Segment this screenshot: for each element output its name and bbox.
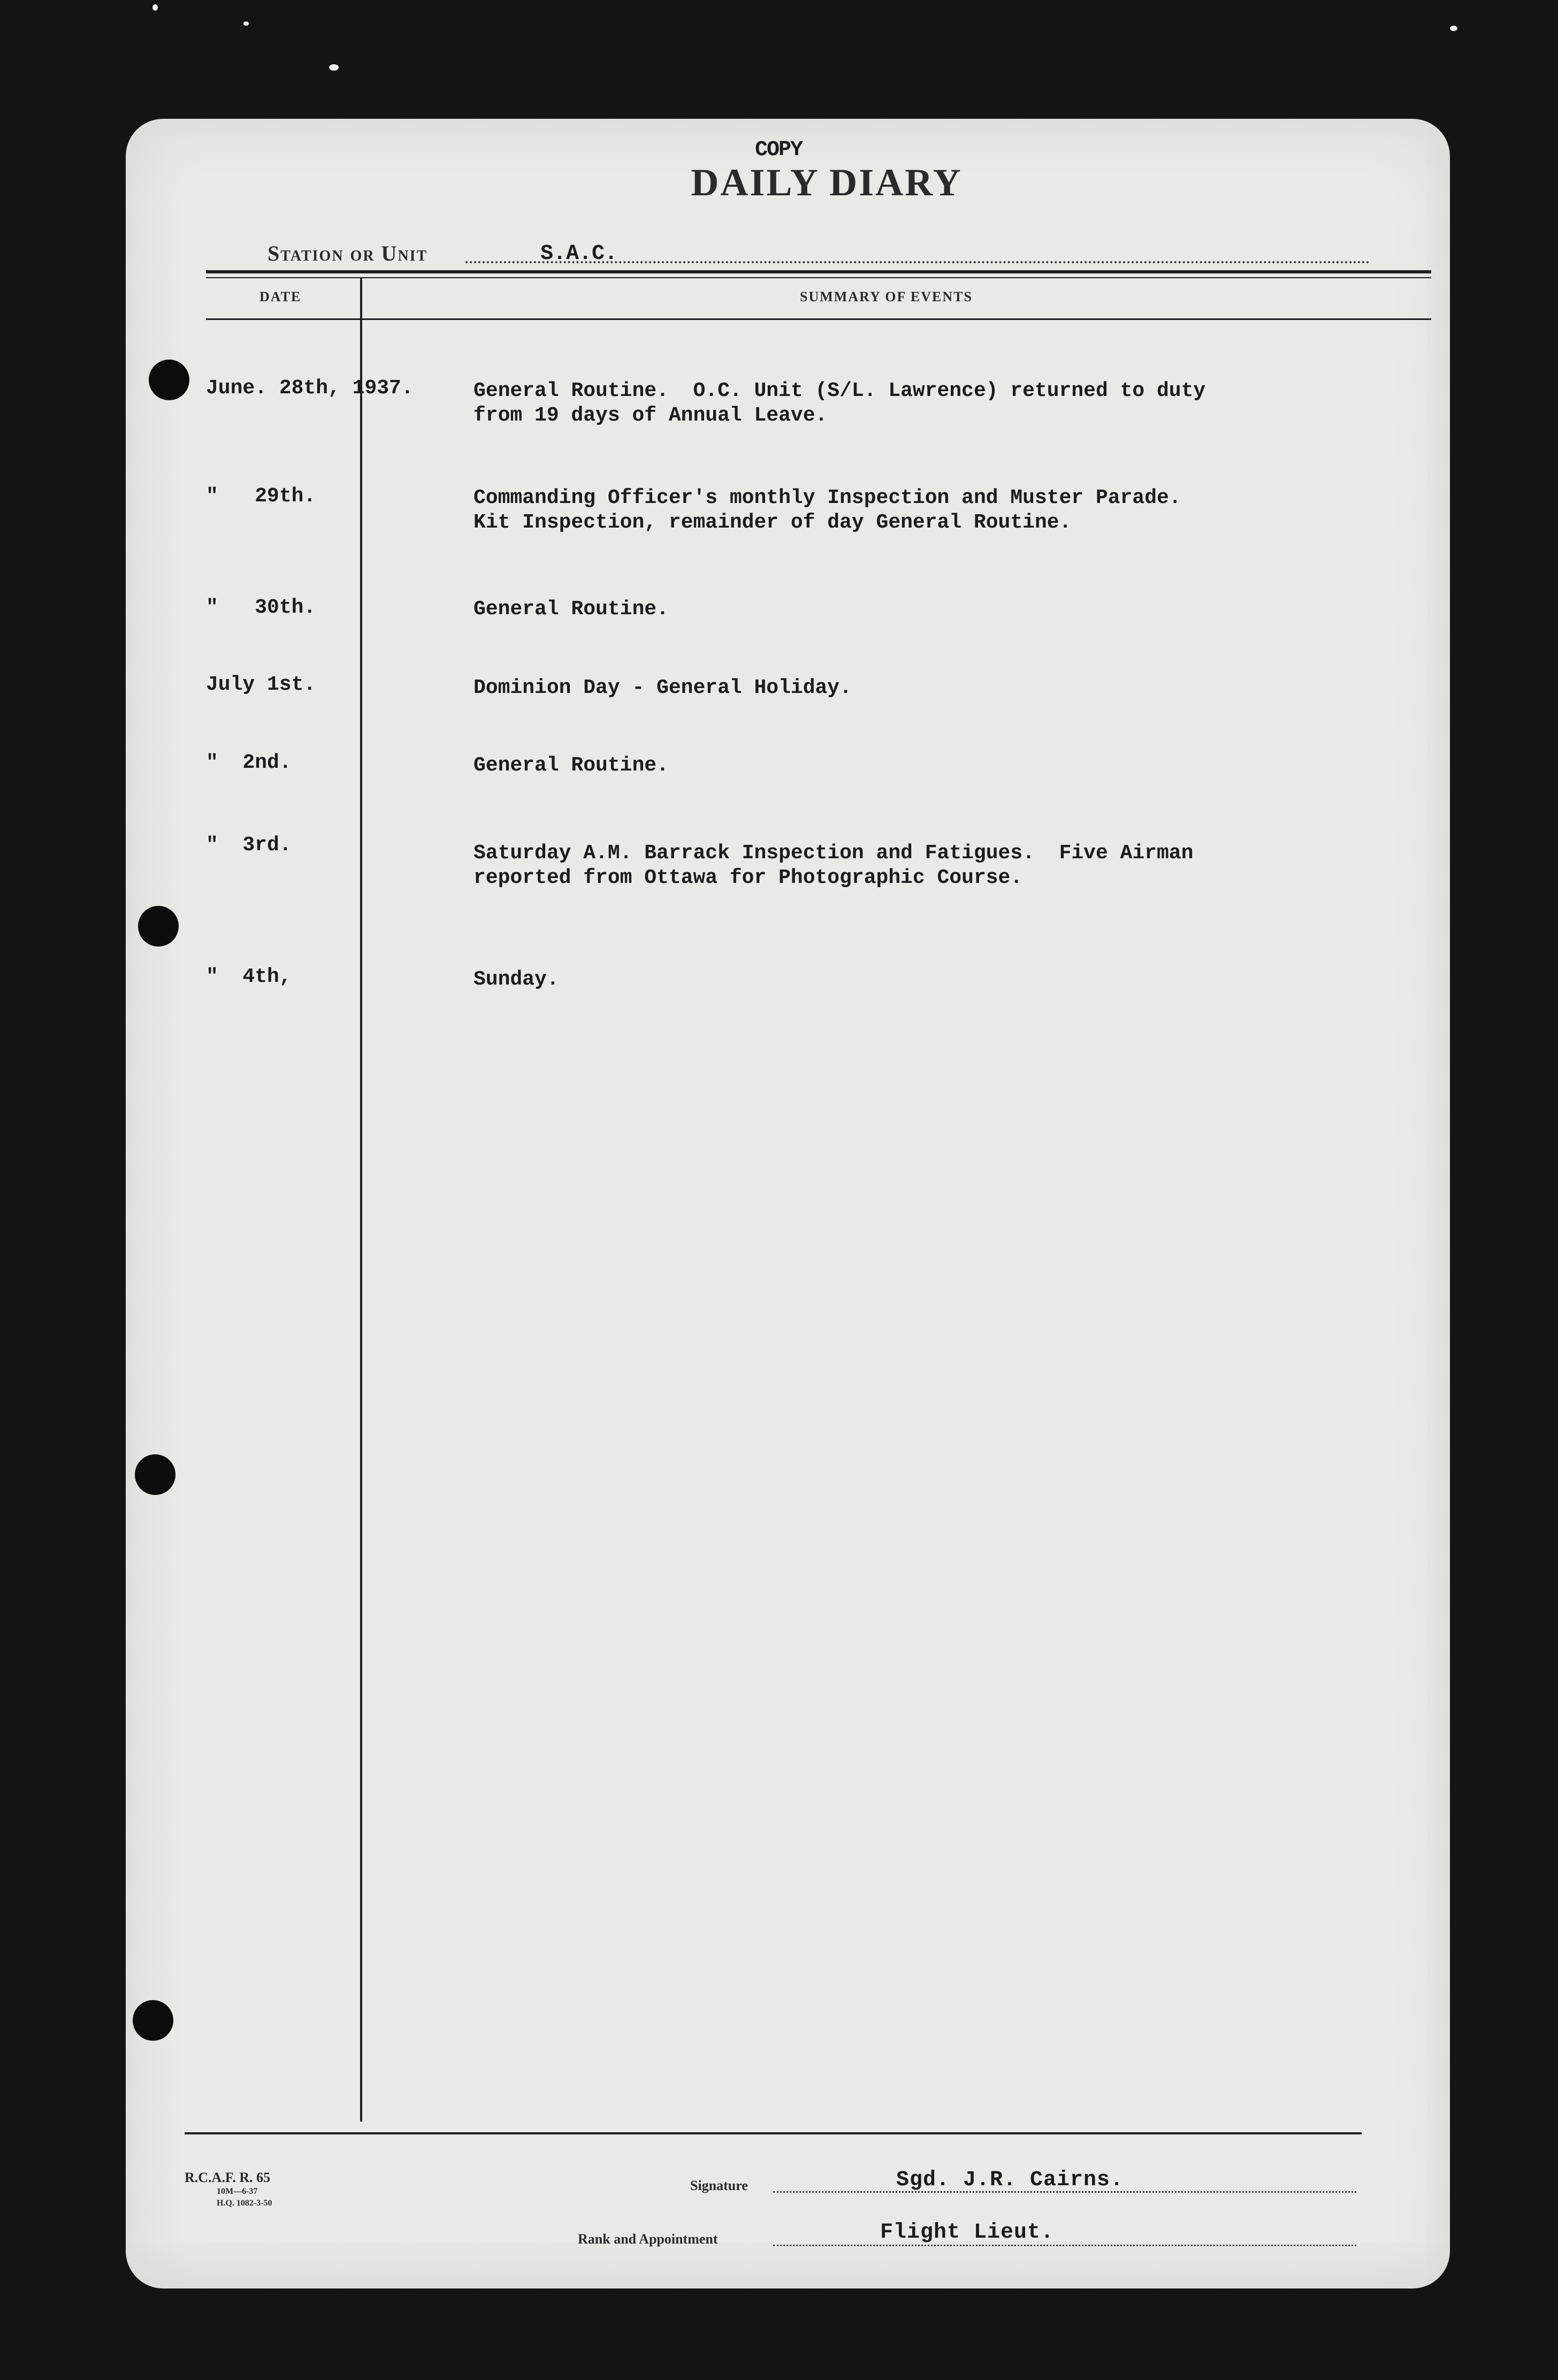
page-title: DAILY DIARY (691, 161, 963, 204)
binder-hole (135, 1454, 175, 1495)
footer-rule (185, 2132, 1362, 2134)
column-header-date: DATE (259, 289, 302, 304)
entry-date: June. 28th, 1937. (206, 377, 414, 400)
entry-text: General Routine. (473, 754, 669, 777)
entry-date: July 1st. (206, 673, 316, 696)
form-number-block (185, 2170, 272, 2209)
diary-page (126, 119, 1450, 2289)
signature-label: Signature (690, 2178, 748, 2193)
header-bottom-rule (206, 318, 1431, 320)
entry-date: " 3rd. (206, 834, 292, 857)
entry-text: Commanding Officer's monthly Inspection and Muster Parade. Kit Inspection, remainder of day General Routine. (473, 486, 1181, 534)
station-value: S.A.C. (540, 242, 618, 266)
entry-text: General Routine. (473, 598, 669, 621)
entry-text: Saturday A.M. Barrack Inspection and Fatigues. Five Airman reported from Ottawa for Photographic Course. (473, 842, 1194, 889)
form-number: R.C.A.F. R. 65 (185, 2170, 271, 2185)
speck (1450, 26, 1457, 31)
rank-value: Flight Lieut. (880, 2221, 1055, 2245)
entry-text: General Routine. O.C. Unit (S/L. Lawrence) returned to duty from 19 days of Annual Leave. (473, 379, 1206, 427)
speck (243, 21, 249, 26)
speck (152, 4, 158, 11)
signature-value: Sgd. J.R. Cairns. (896, 2168, 1124, 2192)
date-column-divider (360, 278, 362, 2122)
column-header-summary: SUMMARY OF EVENTS (800, 289, 973, 304)
entry-text: Sunday. (473, 968, 559, 991)
header-top-rule (206, 270, 1431, 273)
header-top-rule-thin (206, 277, 1431, 278)
entry-date: " 4th, (206, 965, 292, 988)
entry-text: Dominion Day - General Holiday. (473, 676, 852, 699)
station-label: Station or Unit (268, 241, 428, 265)
entry-date: " 29th. (206, 485, 316, 508)
binder-hole (138, 906, 179, 947)
form-code: H.Q. 1082-3-50 (217, 2199, 272, 2208)
rank-line (773, 2245, 1356, 2246)
form-code: 10M—6-37 (217, 2187, 258, 2196)
binder-hole (133, 2000, 173, 2041)
entry-date: " 30th. (206, 596, 316, 619)
binder-hole (149, 360, 189, 400)
speck (329, 64, 339, 71)
rank-label: Rank and Appointment (578, 2231, 718, 2247)
copy-stamp: COPY (754, 138, 802, 162)
entry-date: " 2nd. (206, 751, 292, 774)
